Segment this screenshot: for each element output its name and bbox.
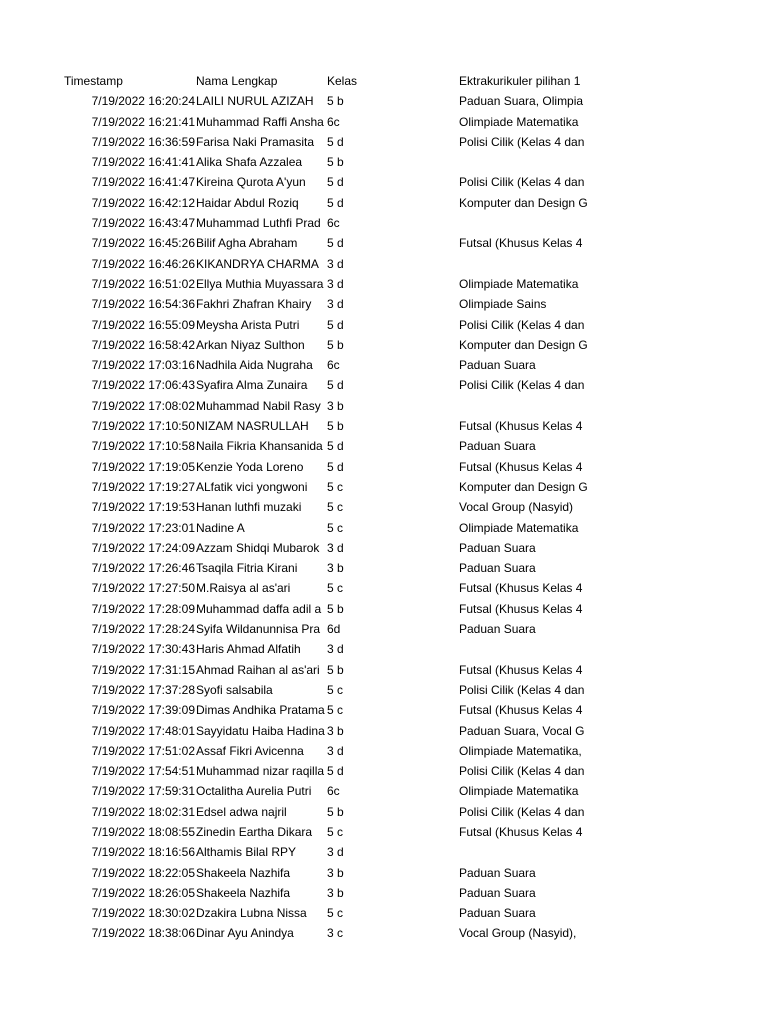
table-row <box>0 193 768 213</box>
cell-kelas: 5 c <box>327 682 344 697</box>
cell-kelas: 5 d <box>327 134 344 149</box>
table-row <box>0 396 768 416</box>
cell-ekstrakurikuler: Paduan Suara <box>459 439 536 454</box>
cell-ekstrakurikuler: Vocal Group (Nasyid), <box>459 926 577 941</box>
cell-timestamp: 7/19/2022 18:38:06 <box>91 926 195 941</box>
cell-ekstrakurikuler: Paduan Suara <box>459 540 536 555</box>
cell-timestamp: 7/19/2022 16:41:41 <box>91 155 195 170</box>
cell-nama-lengkap: Edsel adwa najril <box>196 804 287 819</box>
cell-timestamp: 7/19/2022 17:48:01 <box>91 723 195 738</box>
cell-kelas: 3 d <box>327 256 344 271</box>
table-row <box>0 538 768 558</box>
cell-ekstrakurikuler: Komputer dan Design G <box>459 195 588 210</box>
cell-timestamp: 7/19/2022 17:08:02 <box>91 398 195 413</box>
cell-kelas: 3 d <box>327 276 344 291</box>
cell-nama-lengkap: Hanan luthfi muzaki <box>196 500 302 515</box>
cell-nama-lengkap: Ellya Muthia Muyassara <box>196 276 324 291</box>
table-body <box>0 91 768 943</box>
cell-ekstrakurikuler: Olimpiade Matematika <box>459 114 579 129</box>
table-row <box>0 599 768 619</box>
cell-timestamp: 7/19/2022 17:19:27 <box>91 479 195 494</box>
cell-timestamp: 7/19/2022 16:20:24 <box>91 94 195 109</box>
header-row <box>0 71 768 91</box>
cell-kelas: 3 d <box>327 845 344 860</box>
table-row <box>0 863 768 883</box>
cell-ekstrakurikuler: Polisi Cilik (Kelas 4 dan <box>459 804 585 819</box>
cell-nama-lengkap: Muhammad Luthfi Prad <box>196 216 321 231</box>
cell-nama-lengkap: Althamis Bilal RPY <box>196 845 297 860</box>
cell-kelas: 5 c <box>327 479 344 494</box>
header-timestamp: Timestamp <box>64 74 123 88</box>
table-row <box>0 497 768 517</box>
cell-timestamp: 7/19/2022 17:51:02 <box>91 743 195 758</box>
cell-timestamp: 7/19/2022 16:43:47 <box>91 216 195 231</box>
table-row <box>0 233 768 253</box>
cell-nama-lengkap: M.Raisya al as'ari <box>196 581 291 596</box>
cell-kelas: 5 c <box>327 520 344 535</box>
cell-ekstrakurikuler: Futsal (Khusus Kelas 4 <box>459 703 583 718</box>
cell-timestamp: 7/19/2022 18:22:05 <box>91 865 195 880</box>
cell-nama-lengkap: Arkan Niyaz Sulthon <box>196 337 305 352</box>
cell-timestamp: 7/19/2022 17:59:31 <box>91 784 195 799</box>
table-row <box>0 578 768 598</box>
table-row <box>0 294 768 314</box>
cell-nama-lengkap: Octalitha Aurelia Putri <box>196 784 312 799</box>
cell-ekstrakurikuler: Polisi Cilik (Kelas 4 dan <box>459 317 585 332</box>
cell-kelas: 3 b <box>327 398 344 413</box>
cell-kelas: 5 d <box>327 378 344 393</box>
cell-ekstrakurikuler: Futsal (Khusus Kelas 4 <box>459 601 583 616</box>
cell-kelas: 6c <box>327 358 340 373</box>
table-row <box>0 842 768 862</box>
table-row <box>0 132 768 152</box>
cell-nama-lengkap: Dinar Ayu Anindya <box>196 926 294 941</box>
cell-ekstrakurikuler: Olimpiade Sains <box>459 297 547 312</box>
cell-nama-lengkap: Naila Fikria Khansanida <box>196 439 323 454</box>
table-row <box>0 802 768 822</box>
table-row <box>0 274 768 294</box>
cell-ekstrakurikuler: Olimpiade Matematika, <box>459 743 582 758</box>
cell-timestamp: 7/19/2022 16:54:36 <box>91 297 195 312</box>
table-row <box>0 375 768 395</box>
table-row <box>0 883 768 903</box>
table-row <box>0 903 768 923</box>
cell-kelas: 3 b <box>327 561 344 576</box>
cell-timestamp: 7/19/2022 18:08:55 <box>91 824 195 839</box>
table-row <box>0 112 768 132</box>
cell-timestamp: 7/19/2022 16:58:42 <box>91 337 195 352</box>
cell-timestamp: 7/19/2022 17:27:50 <box>91 581 195 596</box>
cell-timestamp: 7/19/2022 17:19:05 <box>91 459 195 474</box>
cell-nama-lengkap: Haidar Abdul Roziq <box>196 195 299 210</box>
cell-kelas: 5 b <box>327 419 344 434</box>
cell-timestamp: 7/19/2022 16:21:41 <box>91 114 195 129</box>
cell-kelas: 5 c <box>327 581 344 596</box>
cell-nama-lengkap: Nadhila Aida Nugraha <box>196 358 313 373</box>
cell-nama-lengkap: Haris Ahmad Alfatih <box>196 642 301 657</box>
cell-kelas: 3 d <box>327 540 344 555</box>
table-row <box>0 700 768 720</box>
cell-ekstrakurikuler: Futsal (Khusus Kelas 4 <box>459 236 583 251</box>
cell-kelas: 3 d <box>327 642 344 657</box>
cell-kelas: 5 d <box>327 439 344 454</box>
cell-ekstrakurikuler: Komputer dan Design G <box>459 337 588 352</box>
cell-ekstrakurikuler: Paduan Suara, Olimpia <box>459 94 584 109</box>
header-nama-lengkap: Nama Lengkap <box>196 74 278 88</box>
cell-nama-lengkap: Zinedin Eartha Dikara <box>196 824 313 839</box>
cell-timestamp: 7/19/2022 17:19:53 <box>91 500 195 515</box>
cell-ekstrakurikuler: Paduan Suara <box>459 906 536 921</box>
cell-timestamp: 7/19/2022 17:06:43 <box>91 378 195 393</box>
cell-ekstrakurikuler: Paduan Suara <box>459 885 536 900</box>
table-row <box>0 457 768 477</box>
cell-kelas: 3 d <box>327 743 344 758</box>
table-row <box>0 213 768 233</box>
cell-kelas: 6c <box>327 784 340 799</box>
cell-timestamp: 7/19/2022 17:31:15 <box>91 662 195 677</box>
table-row <box>0 315 768 335</box>
cell-kelas: 5 b <box>327 94 344 109</box>
cell-nama-lengkap: NIZAM NASRULLAH <box>196 419 309 434</box>
cell-kelas: 5 b <box>327 662 344 677</box>
table-row <box>0 660 768 680</box>
cell-kelas: 3 b <box>327 885 344 900</box>
cell-nama-lengkap: Syofi salsabila <box>196 682 273 697</box>
cell-ekstrakurikuler: Komputer dan Design G <box>459 479 588 494</box>
cell-nama-lengkap: Tsaqila Fitria Kirani <box>196 561 298 576</box>
cell-timestamp: 7/19/2022 16:55:09 <box>91 317 195 332</box>
cell-ekstrakurikuler: Olimpiade Matematika <box>459 520 579 535</box>
cell-nama-lengkap: Alika Shafa Azzalea <box>196 155 303 170</box>
cell-ekstrakurikuler: Paduan Suara <box>459 622 536 637</box>
cell-nama-lengkap: Kenzie Yoda Loreno <box>196 459 304 474</box>
cell-kelas: 5 d <box>327 317 344 332</box>
cell-nama-lengkap: Fakhri Zhafran Khairy <box>196 297 312 312</box>
cell-nama-lengkap: Farisa Naki Pramasita <box>196 134 315 149</box>
cell-kelas: 3 d <box>327 297 344 312</box>
cell-ekstrakurikuler: Futsal (Khusus Kelas 4 <box>459 824 583 839</box>
cell-nama-lengkap: Dimas Andhika Pratama <box>196 703 325 718</box>
cell-timestamp: 7/19/2022 17:30:43 <box>91 642 195 657</box>
cell-ekstrakurikuler: Polisi Cilik (Kelas 4 dan <box>459 378 585 393</box>
cell-ekstrakurikuler: Paduan Suara <box>459 358 536 373</box>
cell-ekstrakurikuler: Polisi Cilik (Kelas 4 dan <box>459 682 585 697</box>
cell-nama-lengkap: Shakeela Nazhifa <box>196 885 291 900</box>
cell-timestamp: 7/19/2022 17:39:09 <box>91 703 195 718</box>
cell-timestamp: 7/19/2022 17:26:46 <box>91 561 195 576</box>
cell-timestamp: 7/19/2022 17:10:58 <box>91 439 195 454</box>
cell-kelas: 5 d <box>327 195 344 210</box>
table-row <box>0 781 768 801</box>
table-row <box>0 477 768 497</box>
cell-timestamp: 7/19/2022 17:10:50 <box>91 419 195 434</box>
cell-ekstrakurikuler: Futsal (Khusus Kelas 4 <box>459 581 583 596</box>
cell-nama-lengkap: Sayyidatu Haiba Hadina <box>196 723 325 738</box>
cell-timestamp: 7/19/2022 16:45:26 <box>91 236 195 251</box>
cell-nama-lengkap: Muhammad nizar raqilla <box>196 764 325 779</box>
cell-timestamp: 7/19/2022 18:26:05 <box>91 885 195 900</box>
table-row <box>0 355 768 375</box>
cell-timestamp: 7/19/2022 17:24:09 <box>91 540 195 555</box>
cell-timestamp: 7/19/2022 16:51:02 <box>91 276 195 291</box>
cell-kelas: 6c <box>327 216 340 231</box>
cell-nama-lengkap: Muhammad daffa adil a <box>196 601 322 616</box>
cell-kelas: 3 b <box>327 865 344 880</box>
cell-ekstrakurikuler: Paduan Suara <box>459 561 536 576</box>
table-row <box>0 152 768 172</box>
cell-kelas: 5 c <box>327 500 344 515</box>
cell-timestamp: 7/19/2022 16:41:47 <box>91 175 195 190</box>
cell-ekstrakurikuler: Vocal Group (Nasyid) <box>459 500 574 515</box>
cell-timestamp: 7/19/2022 17:37:28 <box>91 682 195 697</box>
cell-kelas: 3 b <box>327 723 344 738</box>
cell-ekstrakurikuler: Futsal (Khusus Kelas 4 <box>459 662 583 677</box>
cell-ekstrakurikuler: Paduan Suara <box>459 865 536 880</box>
header-ekstrakurikuler: Ektrakurikuler pilihan 1 <box>459 74 581 88</box>
table-row <box>0 254 768 274</box>
cell-timestamp: 7/19/2022 18:16:56 <box>91 845 195 860</box>
table-row <box>0 761 768 781</box>
cell-timestamp: 7/19/2022 17:28:09 <box>91 601 195 616</box>
table-row <box>0 335 768 355</box>
cell-nama-lengkap: Syafira Alma Zunaira <box>196 378 308 393</box>
table-row <box>0 741 768 761</box>
cell-kelas: 3 c <box>327 926 344 941</box>
cell-ekstrakurikuler: Olimpiade Matematika <box>459 784 579 799</box>
cell-kelas: 5 d <box>327 175 344 190</box>
cell-kelas: 5 c <box>327 703 344 718</box>
cell-nama-lengkap: Meysha Arista Putri <box>196 317 300 332</box>
cell-nama-lengkap: Ahmad Raihan al as'ari <box>196 662 320 677</box>
cell-timestamp: 7/19/2022 16:36:59 <box>91 134 195 149</box>
table-row <box>0 91 768 111</box>
cell-nama-lengkap: Shakeela Nazhifa <box>196 865 291 880</box>
cell-ekstrakurikuler: Futsal (Khusus Kelas 4 <box>459 419 583 434</box>
cell-kelas: 5 b <box>327 804 344 819</box>
cell-kelas: 5 c <box>327 906 344 921</box>
cell-kelas: 5 d <box>327 459 344 474</box>
cell-timestamp: 7/19/2022 18:30:02 <box>91 906 195 921</box>
cell-nama-lengkap: Kireina Qurota A'yun <box>196 175 306 190</box>
table-row <box>0 619 768 639</box>
cell-timestamp: 7/19/2022 16:46:26 <box>91 256 195 271</box>
cell-timestamp: 7/19/2022 17:28:24 <box>91 622 195 637</box>
cell-timestamp: 7/19/2022 17:23:01 <box>91 520 195 535</box>
cell-nama-lengkap: KIKANDRYA CHARMA <box>196 256 319 271</box>
cell-nama-lengkap: Assaf Fikri Avicenna <box>196 743 304 758</box>
table-row <box>0 923 768 943</box>
cell-nama-lengkap: Azzam Shidqi Mubarok <box>196 540 320 555</box>
cell-kelas: 6c <box>327 114 340 129</box>
cell-kelas: 5 c <box>327 824 344 839</box>
table-row <box>0 822 768 842</box>
cell-kelas: 5 b <box>327 337 344 352</box>
table-row <box>0 721 768 741</box>
table-row <box>0 680 768 700</box>
cell-kelas: 5 b <box>327 155 344 170</box>
cell-kelas: 5 d <box>327 236 344 251</box>
table-row <box>0 436 768 456</box>
cell-kelas: 5 d <box>327 764 344 779</box>
table-row <box>0 416 768 436</box>
cell-ekstrakurikuler: Polisi Cilik (Kelas 4 dan <box>459 764 585 779</box>
cell-timestamp: 7/19/2022 17:03:16 <box>91 358 195 373</box>
table-row <box>0 518 768 538</box>
cell-timestamp: 7/19/2022 18:02:31 <box>91 804 195 819</box>
cell-ekstrakurikuler: Polisi Cilik (Kelas 4 dan <box>459 134 585 149</box>
cell-ekstrakurikuler: Olimpiade Matematika <box>459 276 579 291</box>
cell-timestamp: 7/19/2022 16:42:12 <box>91 195 195 210</box>
table-row <box>0 172 768 192</box>
cell-nama-lengkap: Bilif Agha Abraham <box>196 236 298 251</box>
cell-nama-lengkap: Dzakira Lubna Nissa <box>196 906 307 921</box>
cell-ekstrakurikuler: Paduan Suara, Vocal G <box>459 723 585 738</box>
cell-nama-lengkap: Nadine A <box>196 520 245 535</box>
table-row <box>0 639 768 659</box>
spreadsheet <box>0 71 768 944</box>
cell-nama-lengkap: LAILI NURUL AZIZAH <box>196 94 314 109</box>
header-kelas: Kelas <box>327 74 358 88</box>
cell-kelas: 5 b <box>327 601 344 616</box>
cell-kelas: 6d <box>327 622 341 637</box>
cell-ekstrakurikuler: Futsal (Khusus Kelas 4 <box>459 459 583 474</box>
cell-nama-lengkap: Syifa Wildanunnisa Pra <box>196 622 321 637</box>
cell-ekstrakurikuler: Polisi Cilik (Kelas 4 dan <box>459 175 585 190</box>
cell-nama-lengkap: Muhammad Nabil Rasy <box>196 398 321 413</box>
cell-nama-lengkap: ALfatik vici yongwoni <box>196 479 308 494</box>
table-row <box>0 558 768 578</box>
cell-timestamp: 7/19/2022 17:54:51 <box>91 764 195 779</box>
cell-nama-lengkap: Muhammad Raffi Ansha <box>196 114 324 129</box>
